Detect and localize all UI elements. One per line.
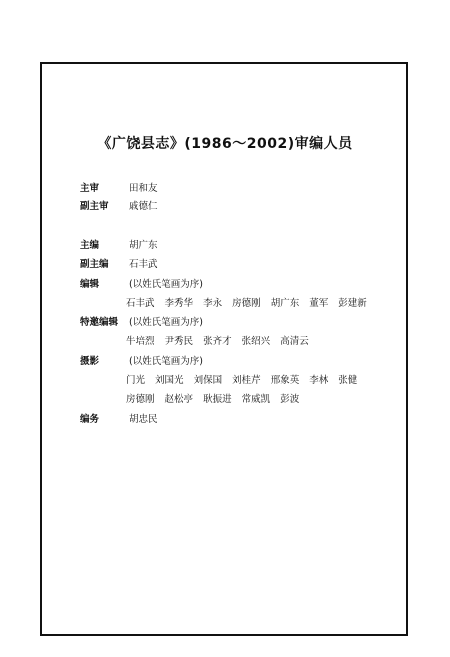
sheying-names-line1 [126,372,364,386]
name: 门光 [126,375,146,386]
name: 张健 [338,375,358,386]
teyao-label: 特邀编辑 [80,317,119,328]
name: 李秀华 [164,298,194,309]
bianji-label: 编辑 [80,279,100,290]
name: 房德刚 [126,394,155,405]
teyao-names [126,333,316,347]
name: 邢象英 [270,375,300,386]
name: 彭建新 [338,298,367,309]
fuzhubian-name: 石丰武 [129,259,158,270]
name: 常威凯 [241,394,271,405]
name: 赵松亭 [164,394,194,405]
name: 董军 [309,298,329,309]
name: 彭波 [280,394,300,405]
name: 尹秀民 [164,336,194,347]
fuzhubian-label: 副主编 [80,259,109,270]
name: 刘保国 [193,375,223,386]
name: 张绍兴 [241,336,271,347]
name: 刘桂芹 [232,375,261,386]
fuzhubian-row [80,256,158,270]
zhubian-label: 主编 [80,240,100,251]
bianwu-row [80,411,158,425]
zhushen-name: 田和友 [129,183,158,194]
zhubian-name: 胡广东 [129,240,158,251]
name: 李林 [309,375,329,386]
bianji-names [126,295,374,309]
bianwu-label: 编务 [80,414,100,425]
teyao-row [80,314,203,328]
name: 房德刚 [232,298,261,309]
sheying-label: 摄影 [80,356,100,367]
bianwu-name: 胡忠民 [129,414,158,425]
zhushen-label: 主审 [80,183,100,194]
fuzhushen-label: 副主审 [80,201,109,212]
sheying-names-line2 [126,391,306,405]
zhubian-row [80,237,158,251]
name: 李永 [203,298,223,309]
bianji-note: (以姓氏笔画为序) [129,279,203,290]
page-title: 《广饶县志》(1986～2002)审编人员 [97,136,353,152]
zhushen-row [80,180,158,194]
teyao-note: (以姓氏笔画为序) [129,317,203,328]
name: 高清云 [280,336,309,347]
name: 胡广东 [270,298,300,309]
sheying-note: (以姓氏笔画为序) [129,356,203,367]
name: 刘国光 [155,375,184,386]
fuzhushen-name: 戚德仁 [129,201,158,212]
sheying-row [80,353,203,367]
name: 石丰武 [126,298,155,309]
name: 耿振进 [203,394,232,405]
fuzhushen-row [80,198,158,212]
name: 牛培烈 [126,336,155,347]
bianji-row [80,276,203,290]
name: 张齐才 [203,336,232,347]
